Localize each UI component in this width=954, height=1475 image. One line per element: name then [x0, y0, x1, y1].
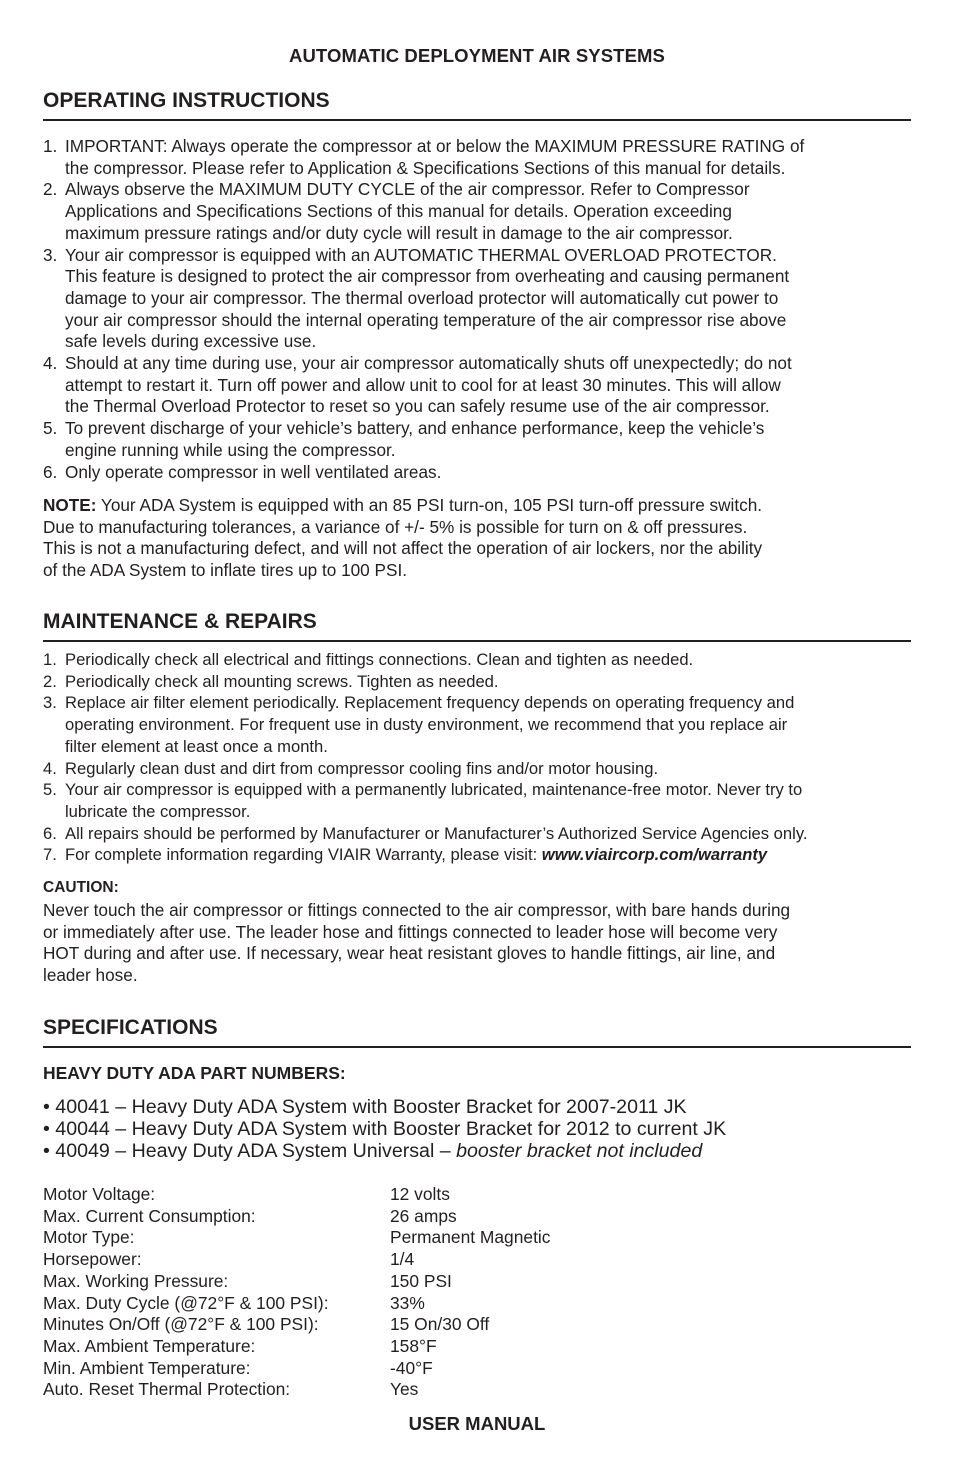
spec-value: 33% — [390, 1292, 425, 1313]
spec-row — [43, 1184, 550, 1206]
list-item-line: For complete information regarding VIAIR Warranty, please visit: — [65, 845, 542, 865]
list-item-line: To prevent discharge of your vehicle’s battery, and enhance performance, keep the vehicle’s — [65, 418, 765, 439]
part-text: • 40049 – Heavy Duty ADA System Universal – — [43, 1140, 457, 1162]
spec-row — [43, 1358, 550, 1380]
spec-row — [43, 1227, 550, 1249]
spec-label: Motor Voltage: — [43, 1184, 156, 1204]
list-item-line: Replace air filter element periodically. Replacement frequency depends on operating frequency and — [65, 693, 795, 713]
list-item-line: Periodically check all mounting screws. Tighten as needed. — [65, 671, 499, 691]
list-item — [43, 245, 911, 354]
maintenance-list — [43, 649, 911, 866]
spec-label: Max. Working Pressure: — [43, 1270, 229, 1291]
caution-line-3: HOT during and after use. If necessary, wear heat resistant gloves to handle fittings, air line, and — [43, 943, 776, 964]
list-item — [43, 692, 911, 757]
spec-label: Max. Current Consumption: — [43, 1205, 256, 1226]
caution-paragraph — [43, 900, 911, 987]
spec-value: 1/4 — [390, 1249, 415, 1270]
list-item-number: 4. — [43, 758, 57, 778]
list-item-line: lubricate the compressor. — [65, 801, 251, 821]
spec-label: Motor Type: — [43, 1227, 135, 1248]
spec-row — [43, 1206, 550, 1228]
list-item-number: 6. — [43, 461, 58, 482]
spec-label: Max. Duty Cycle (@72°F & 100 PSI): — [43, 1292, 329, 1313]
operating-heading: OPERATING INSTRUCTIONS — [43, 89, 911, 121]
list-item-number: 2. — [43, 179, 58, 200]
list-item — [43, 353, 911, 418]
note-label: NOTE: — [43, 495, 97, 515]
list-item-number: 7. — [43, 845, 57, 865]
spec-value: Yes — [390, 1379, 419, 1400]
caution-line-4: leader hose. — [43, 965, 138, 986]
list-item-line: the Thermal Overload Protector to reset so you can safely resume use of the air compressor. — [65, 396, 770, 417]
warranty-link[interactable]: www.viaircorp.com/warranty — [541, 845, 768, 865]
list-item — [43, 136, 911, 179]
list-item-number: 1. — [43, 136, 58, 156]
caution-line-2: or immediately after use. The leader hose and fittings connected to leader hose will become very — [43, 921, 778, 942]
list-item — [43, 179, 911, 244]
list-item-line: Regularly clean dust and dirt from compressor cooling fins and/or motor housing. — [65, 758, 659, 778]
list-item-number: 5. — [43, 418, 58, 439]
spec-value: 26 amps — [390, 1205, 457, 1226]
list-item — [43, 418, 911, 461]
spec-row — [43, 1271, 550, 1293]
spec-row — [43, 1379, 550, 1401]
list-item-line: Should at any time during use, your air compressor automatically shuts off unexpectedly; do not — [65, 353, 792, 374]
list-item-line: Your air compressor is equipped with a permanently lubricated, maintenance-free motor. Never try to — [65, 780, 803, 800]
list-item-line: IMPORTANT: Always operate the compressor at or below the MAXIMUM PRESSURE RATING of — [65, 136, 805, 156]
list-item-number: 2. — [43, 671, 57, 691]
spec-value: 12 volts — [390, 1184, 450, 1204]
list-item-line: Periodically check all electrical and fittings connections. Clean and tighten as needed. — [65, 650, 694, 669]
list-item-line: Applications and Specifications Sections of this manual for details. Operation exceeding — [65, 201, 732, 222]
list-item-number: 3. — [43, 244, 58, 265]
spec-value: Permanent Magnetic — [390, 1227, 551, 1248]
spec-label: Auto. Reset Thermal Protection: — [43, 1379, 291, 1400]
spec-value: 158°F — [390, 1335, 437, 1356]
parts-heading: HEAVY DUTY ADA PART NUMBERS: — [43, 1063, 346, 1083]
list-item-number: 5. — [43, 780, 57, 800]
footer-title: USER MANUAL — [408, 1413, 546, 1434]
document-title: AUTOMATIC DEPLOYMENT AIR SYSTEMS — [289, 45, 665, 66]
list-item-line: maximum pressure ratings and/or duty cycle will result in damage to the air compressor. — [65, 222, 733, 243]
list-item-number: 1. — [43, 650, 57, 669]
maintenance-heading: MAINTENANCE & REPAIRS — [43, 610, 911, 642]
list-item-line: attempt to restart it. Turn off power and allow unit to cool for at least 30 minutes. This will allow — [65, 374, 781, 395]
part-item: • 40041 – Heavy Duty ADA System with Booster Bracket for 2007-2011 JK — [43, 1096, 687, 1118]
spec-table — [43, 1184, 550, 1401]
list-item — [43, 823, 911, 845]
spec-value: -40°F — [390, 1357, 433, 1378]
note-line-2: Due to manufacturing tolerances, a variance of +/- 5% is possible for turn on & off pressures. — [43, 516, 748, 537]
caution-label: CAUTION: — [43, 879, 119, 896]
spec-label: Max. Ambient Temperature: — [43, 1335, 256, 1356]
note-paragraph — [43, 495, 911, 582]
list-item — [43, 758, 911, 780]
list-item-line: your air compressor should the internal operating temperature of the air compressor rise above — [65, 309, 787, 330]
parts-list — [43, 1096, 911, 1162]
list-item-line: engine running while using the compressor. — [65, 439, 396, 460]
spec-row — [43, 1293, 550, 1315]
spec-value: 150 PSI — [390, 1270, 452, 1291]
list-item-number: 3. — [43, 693, 57, 713]
list-item-line: safe levels during excessive use. — [65, 331, 317, 352]
note-line-3: This is not a manufacturing defect, and will not affect the operation of air lockers, nor the ability — [43, 538, 763, 559]
spec-label: Min. Ambient Temperature: — [43, 1357, 251, 1378]
list-item — [43, 671, 911, 693]
part-note: booster bracket not included — [456, 1140, 703, 1162]
list-item — [43, 779, 911, 822]
caution-line-1: Never touch the air compressor or fittings connected to the air compressor, with bare hands during — [43, 900, 791, 920]
spec-row — [43, 1336, 550, 1358]
list-item-line: Always observe the MAXIMUM DUTY CYCLE of the air compressor. Refer to Compressor — [65, 179, 750, 200]
specifications-heading: SPECIFICATIONS — [43, 1016, 911, 1048]
list-item — [43, 844, 911, 866]
list-item-line: damage to your air compressor. The thermal overload protector will automatically cut power to — [65, 287, 779, 308]
part-item — [43, 1140, 911, 1162]
spec-row — [43, 1249, 550, 1271]
list-item — [43, 649, 911, 671]
part-item: • 40044 – Heavy Duty ADA System with Booster Bracket for 2012 to current JK — [43, 1118, 727, 1140]
spec-label: Horsepower: — [43, 1249, 142, 1270]
list-item-line: Only operate compressor in well ventilated areas. — [65, 461, 442, 482]
list-item-line: Your air compressor is equipped with an AUTOMATIC THERMAL OVERLOAD PROTECTOR. — [65, 244, 777, 265]
note-line-1: Your ADA System is equipped with an 85 PSI turn-on, 105 PSI turn-off pressure switch. — [96, 495, 763, 515]
list-item-number: 4. — [43, 353, 58, 374]
list-item-number: 6. — [43, 823, 57, 843]
spec-value: 15 On/30 Off — [390, 1314, 490, 1335]
operating-list — [43, 136, 911, 483]
list-item-line: the compressor. Please refer to Application & Specifications Sections of this manual for details. — [65, 157, 786, 178]
spec-row — [43, 1314, 550, 1336]
list-item-line: operating environment. For frequent use in dusty environment, we recommend that you replace air — [65, 715, 788, 735]
list-item-line: All repairs should be performed by Manufacturer or Manufacturer’s Authorized Service Agencies only. — [65, 823, 808, 843]
note-line-4: of the ADA System to inflate tires up to 100 PSI. — [43, 560, 407, 581]
list-item-line: This feature is designed to protect the air compressor from overheating and causing permanent — [65, 266, 790, 287]
list-item-line: filter element at least once a month. — [65, 736, 328, 756]
spec-label: Minutes On/Off (@72°F & 100 PSI): — [43, 1314, 319, 1335]
list-item — [43, 462, 911, 484]
